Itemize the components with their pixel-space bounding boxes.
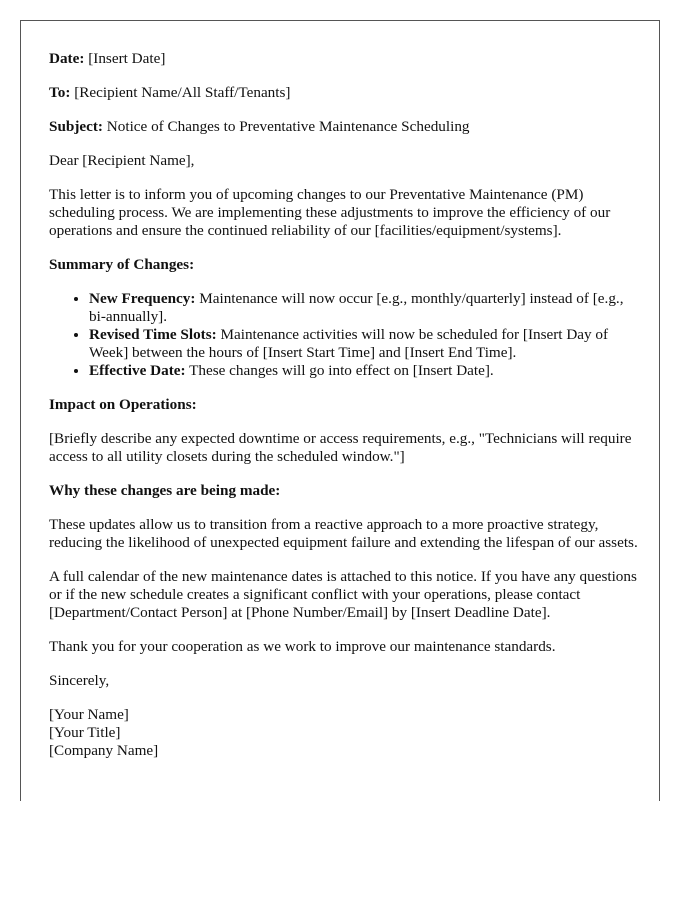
subject-label: Subject:	[49, 118, 103, 135]
signature-company: [Company Name]	[49, 742, 159, 759]
calendar-paragraph: A full calendar of the new maintenance dates is attached to this notice. If you have any questions or if the new schedule creates a significant conflict with your operations, please contact [Department/Contact Person] at [Phone Number/Email] by [Insert Deadline Date].	[49, 568, 637, 621]
list-item-label: Revised Time Slots:	[89, 326, 217, 343]
date-value: [Insert Date]	[88, 50, 166, 67]
list-item-label: New Frequency:	[89, 290, 196, 307]
to-value: [Recipient Name/All Staff/Tenants]	[74, 84, 291, 101]
list-item-text: Maintenance will now occur [e.g., monthly/quarterly] instead of [e.g., bi-annually].	[89, 290, 624, 325]
thanks-paragraph: Thank you for your cooperation as we work to improve our maintenance standards.	[49, 638, 556, 655]
subject-line	[49, 118, 639, 136]
changes-list	[49, 290, 639, 380]
signature-name: [Your Name]	[49, 706, 129, 723]
signature-block	[49, 706, 639, 760]
date-line	[49, 50, 639, 68]
closing: Sincerely,	[49, 672, 110, 689]
list-item-text: Maintenance activities will now be scheduled for [Insert Day of Week] between the hours of [Insert Start Time] and [Insert End Time].	[89, 326, 609, 361]
summary-heading	[49, 256, 639, 274]
letter-content	[49, 50, 639, 760]
to-label: To:	[49, 84, 71, 101]
intro-paragraph: This letter is to inform you of upcoming changes to our Preventative Maintenance (PM) scheduling process. We are implementing these adjustments to improve the efficiency of our operations and ensure the continued reliability of our [facilities/equipment/systems].	[49, 186, 611, 239]
impact-heading	[49, 396, 639, 414]
date-label: Date:	[49, 50, 85, 67]
list-item	[89, 290, 639, 326]
list-item-text: These changes will go into effect on [Insert Date].	[189, 362, 494, 379]
why-paragraph: These updates allow us to transition from a reactive approach to a more proactive strategy, reducing the likelihood of unexpected equipment failure and extending the lifespan of our assets.	[49, 516, 638, 551]
list-item-label: Effective Date:	[89, 362, 186, 379]
subject-value: Notice of Changes to Preventative Maintenance Scheduling	[106, 118, 470, 135]
summary-heading-text: Summary of Changes:	[49, 256, 195, 273]
why-heading	[49, 482, 639, 500]
to-line	[49, 84, 639, 102]
list-item	[89, 326, 639, 362]
impact-heading-text: Impact on Operations:	[49, 396, 197, 413]
why-heading-text: Why these changes are being made:	[49, 482, 281, 499]
salutation: Dear [Recipient Name],	[49, 152, 195, 169]
list-item	[89, 362, 639, 380]
signature-title: [Your Title]	[49, 724, 121, 741]
letter-page	[20, 20, 660, 801]
impact-paragraph: [Briefly describe any expected downtime or access requirements, e.g., "Technicians will require access to all utility closets during the scheduled window."]	[49, 430, 632, 465]
